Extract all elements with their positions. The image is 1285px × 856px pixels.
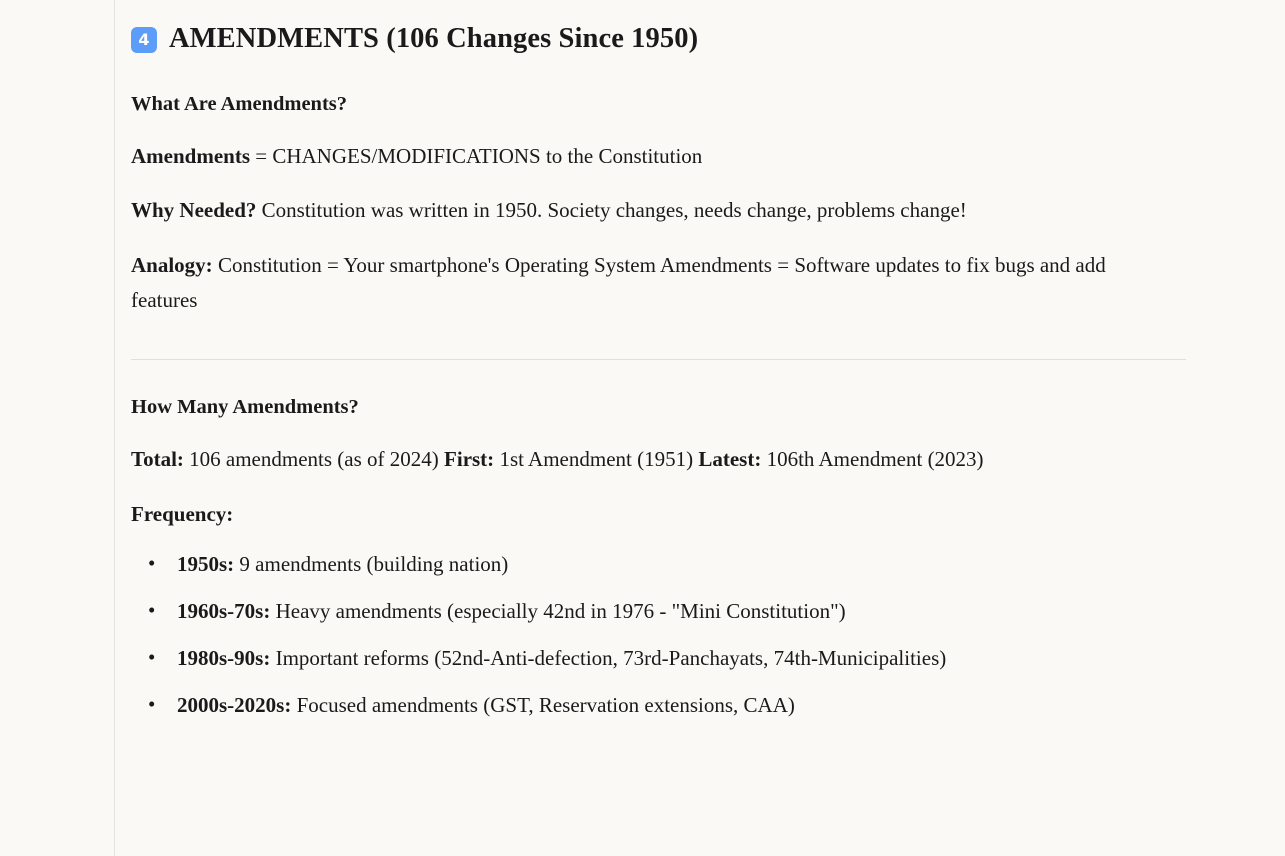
section-divider xyxy=(131,359,1186,360)
latest-text: 106th Amendment (2023) xyxy=(761,446,984,471)
first-text: 1st Amendment (1951) xyxy=(494,446,699,471)
total-text: 106 amendments (as of 2024) xyxy=(183,446,445,471)
list-item-period: 2000s-2020s: xyxy=(177,693,292,718)
list-item xyxy=(177,594,1177,628)
list-item-period: 1980s-90s: xyxy=(177,646,271,671)
paragraph-definition xyxy=(131,139,1141,174)
list-item-detail: 9 amendments (building nation) xyxy=(234,552,509,577)
why-needed-text: Constitution was written in 1950. Society changes, needs change, problems change! xyxy=(256,198,967,223)
left-margin-rule xyxy=(114,0,115,856)
frequency-label: Frequency: xyxy=(131,501,234,526)
list-item-detail: Important reforms (52nd-Anti-defection, 73rd-Panchayats, 74th-Municipalities) xyxy=(270,646,947,671)
total-label: Total: xyxy=(131,446,184,471)
definition-label: Amendments xyxy=(131,143,250,168)
definition-text: = CHANGES/MODIFICATIONS to the Constitution xyxy=(250,143,703,168)
paragraph-analogy xyxy=(131,248,1141,317)
number-four-emoji-icon: 4 xyxy=(131,27,157,53)
analogy-label: Analogy: xyxy=(131,253,213,277)
heading-how-many-amendments: How Many Amendments? xyxy=(131,396,359,419)
page-title xyxy=(131,0,1191,57)
list-item-period: 1960s-70s: xyxy=(177,599,271,624)
page-title-text: AMENDMENTS (106 Changes Since 1950) xyxy=(169,23,699,54)
why-needed-label: Why Needed? xyxy=(131,198,257,223)
frequency-list xyxy=(131,547,1191,722)
list-item xyxy=(177,688,1177,722)
list-item-detail: Heavy amendments (especially 42nd in 1976 - "Mini Constitution") xyxy=(270,599,846,624)
list-item-period: 1950s: xyxy=(177,552,235,577)
document-content xyxy=(131,0,1191,722)
heading-what-are-amendments: What Are Amendments? xyxy=(131,93,348,116)
heading-frequency xyxy=(131,497,1141,532)
first-label: First: xyxy=(444,446,495,471)
list-item-detail: Focused amendments (GST, Reservation extensions, CAA) xyxy=(291,693,795,718)
analogy-text: Constitution = Your smartphone's Operating System Amendments = Software updates to fix bugs and add features xyxy=(131,253,1106,312)
latest-label: Latest: xyxy=(698,446,762,471)
paragraph-amendment-counts xyxy=(131,442,1141,477)
list-item xyxy=(177,641,1177,675)
list-item xyxy=(177,547,1177,581)
paragraph-why-needed xyxy=(131,193,1141,228)
